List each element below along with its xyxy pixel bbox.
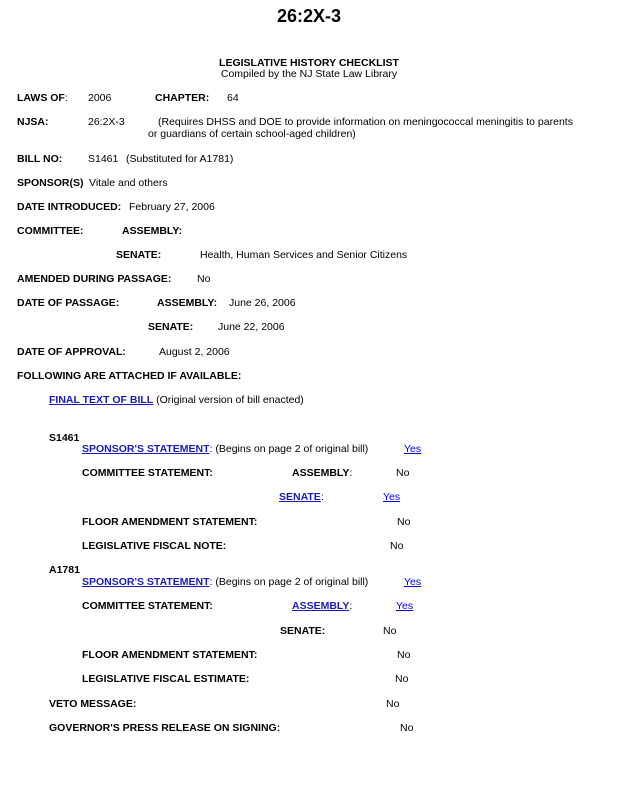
a1781-label: A1781 (49, 564, 80, 576)
s1461-senate-yes-link[interactable]: Yes (383, 491, 401, 503)
a1781-senate-value: No (383, 625, 397, 637)
committee-senate-value: Health, Human Services and Senior Citizens (200, 249, 408, 261)
s1461-floor-value: No (397, 516, 411, 528)
date-of-approval-label: DATE OF APPROVAL: (17, 346, 126, 358)
njsa-label: NJSA: (17, 116, 49, 128)
s1461-sponsor-note: : (Begins on page 2 of original bill) (209, 443, 369, 455)
sponsor-value: Vitale and others (89, 177, 168, 189)
passage-senate-value: June 22, 2006 (218, 321, 285, 333)
page-title: 26:2X-3 (276, 6, 342, 26)
a1781-fiscal-label: LEGISLATIVE FISCAL ESTIMATE: (82, 673, 250, 685)
s1461-sponsor-yes-link[interactable]: Yes (404, 443, 422, 455)
final-text-row (49, 394, 304, 406)
s1461-assembly-value: No (396, 467, 410, 479)
s1461-fiscal-value: No (390, 540, 404, 552)
a1781-assembly-link[interactable]: ASSEMBLY (292, 600, 350, 612)
date-of-approval-value: August 2, 2006 (159, 346, 230, 358)
final-text-note: (Original version of bill enacted) (156, 394, 304, 406)
laws-of-value: 2006 (88, 92, 112, 104)
njsa-description-line1: (Requires DHSS and DOE to provide information on meningococcal meningitis to parents (158, 116, 573, 128)
date-of-passage-label: DATE OF PASSAGE: (17, 297, 120, 309)
a1781-sponsor-yes-link[interactable]: Yes (404, 576, 422, 588)
press-release-label: GOVERNOR'S PRESS RELEASE ON SIGNING: (49, 722, 281, 734)
committee-assembly-label: ASSEMBLY: (122, 225, 183, 237)
s1461-senate-row: SENATE: (279, 491, 324, 503)
s1461-sponsor-statement-link[interactable]: SPONSOR'S STATEMENT (82, 443, 210, 455)
committee-label: COMMITTEE: (17, 225, 84, 237)
veto-value: No (386, 698, 400, 710)
committee-senate-label: SENATE: (116, 249, 162, 261)
a1781-committee-label: COMMITTEE STATEMENT: (82, 600, 213, 612)
date-introduced-label: DATE INTRODUCED: (17, 201, 122, 213)
chapter-label: CHAPTER: (155, 92, 210, 104)
s1461-fiscal-label: LEGISLATIVE FISCAL NOTE: (82, 540, 227, 552)
s1461-committee-label: COMMITTEE STATEMENT: (82, 467, 213, 479)
bill-no-value: S1461 (88, 153, 119, 165)
a1781-sponsor-row (82, 576, 368, 588)
s1461-assembly-label: ASSEMBLY: (292, 467, 353, 479)
a1781-floor-value: No (397, 649, 411, 661)
page-subtitle: LEGISLATIVE HISTORY CHECKLIST (219, 57, 399, 69)
s1461-sponsor-row (82, 443, 368, 455)
s1461-senate-link[interactable]: SENATE (279, 491, 321, 503)
veto-label: VETO MESSAGE: (49, 698, 137, 710)
passage-senate-label: SENATE: (148, 321, 194, 333)
a1781-assembly-yes-link[interactable]: Yes (396, 600, 414, 612)
compiled-by: Compiled by the NJ State Law Library (220, 68, 398, 80)
njsa-value: 26:2X-3 (88, 116, 125, 128)
bill-no-label: BILL NO: (17, 153, 63, 165)
passage-assembly-value: June 26, 2006 (229, 297, 296, 309)
njsa-description-line2: or guardians of certain school-aged children) (148, 128, 356, 140)
s1461-floor-label: FLOOR AMENDMENT STATEMENT: (82, 516, 258, 528)
amended-label: AMENDED DURING PASSAGE: (17, 273, 172, 285)
a1781-sponsor-statement-link[interactable]: SPONSOR'S STATEMENT (82, 576, 210, 588)
chapter-value: 64 (227, 92, 239, 104)
a1781-assembly-row: ASSEMBLY: (292, 600, 353, 612)
sponsor-label: SPONSOR(S) (17, 177, 84, 189)
laws-of-label: LAWS OF: (17, 92, 68, 104)
amended-value: No (197, 273, 211, 285)
attached-heading: FOLLOWING ARE ATTACHED IF AVAILABLE: (17, 370, 242, 382)
a1781-floor-label: FLOOR AMENDMENT STATEMENT: (82, 649, 258, 661)
a1781-sponsor-note: : (Begins on page 2 of original bill) (209, 576, 369, 588)
passage-assembly-label: ASSEMBLY: (157, 297, 218, 309)
a1781-fiscal-value: No (395, 673, 409, 685)
bill-substitution-note: (Substituted for A1781) (126, 153, 234, 165)
a1781-senate-label: SENATE: (280, 625, 326, 637)
date-introduced-value: February 27, 2006 (129, 201, 215, 213)
press-release-value: No (400, 722, 414, 734)
final-text-link[interactable]: FINAL TEXT OF BILL (49, 394, 154, 406)
s1461-label: S1461 (49, 432, 80, 444)
